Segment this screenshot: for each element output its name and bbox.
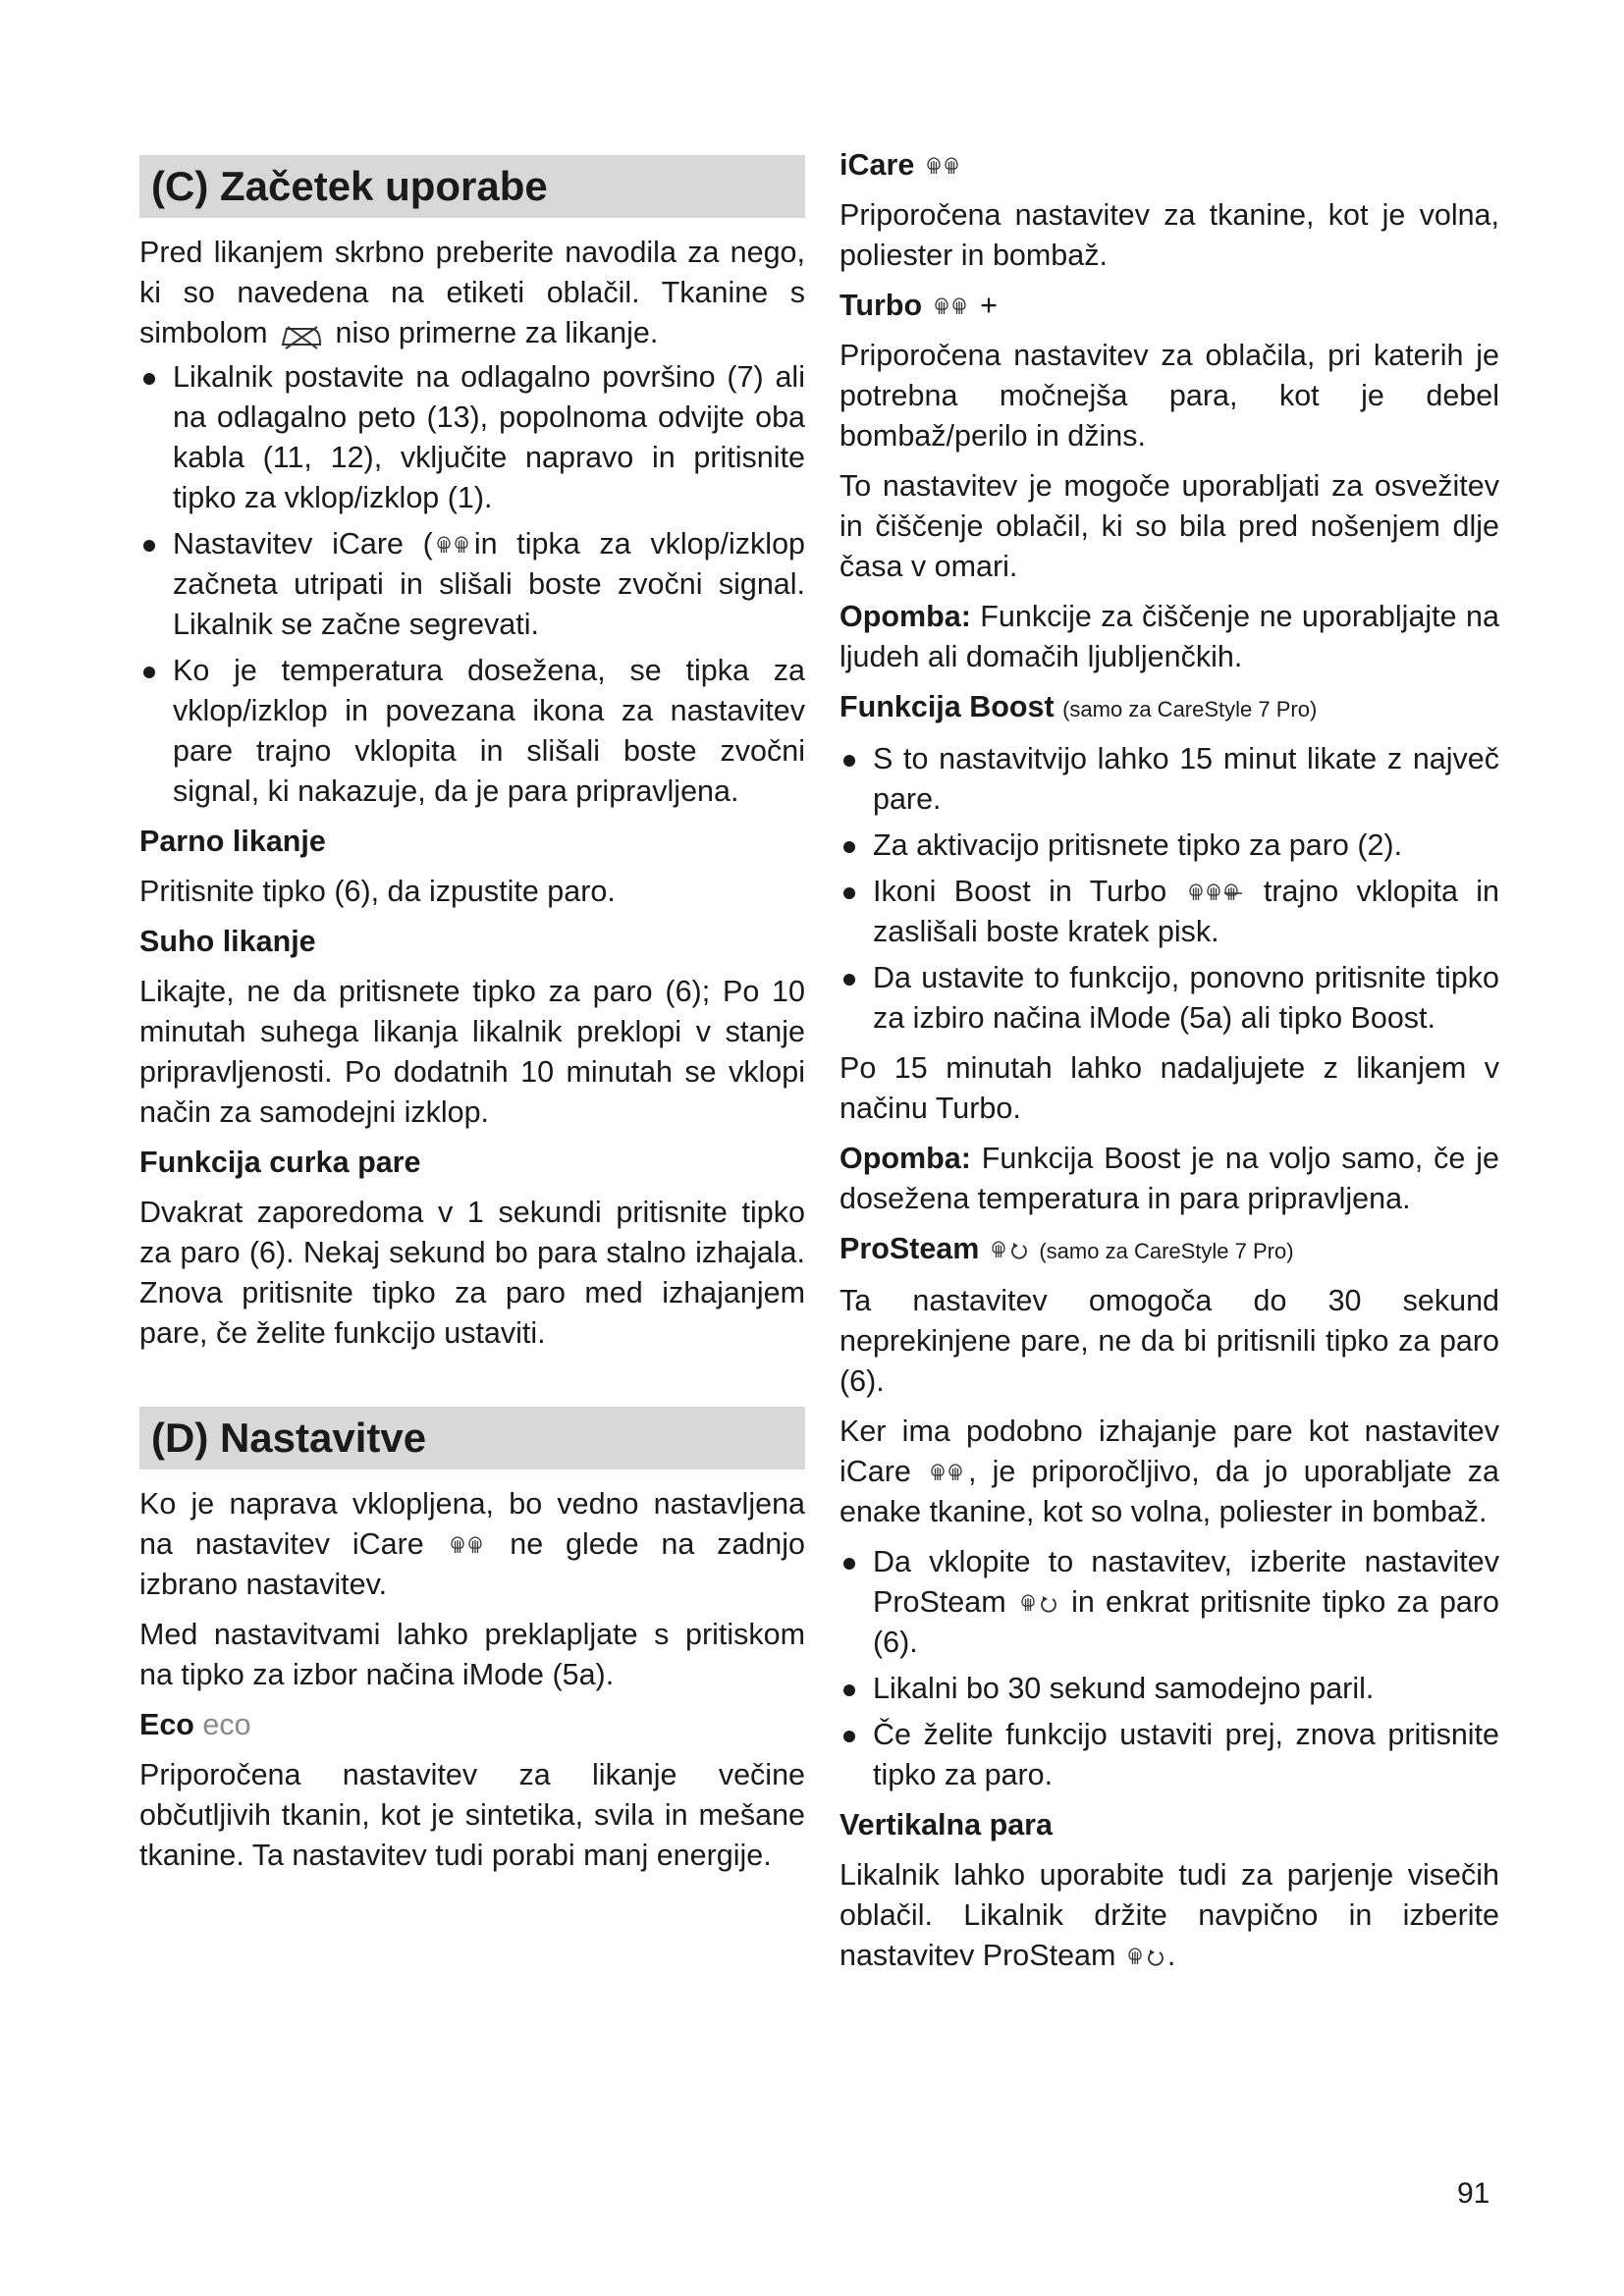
eco-text: Priporočena nastavitev za likanje večine občutljivih tkanin, kot je sintetika, svila in mešane tkanine. Ta nastavitev tudi porabi manj energije.: [139, 1758, 805, 1872]
boost-title: Funkcija Boost: [839, 690, 1055, 723]
prosteam-circle-arrow-icon: [1126, 1945, 1165, 1970]
d-text-b: ne glede na zadnjo izbrano nastavitev.: [139, 1527, 805, 1601]
prosteam-text-2: [839, 1412, 1499, 1532]
icare-bullet-text-a: Nastavitev iCare (: [173, 527, 433, 561]
turbo-heading: [839, 286, 1499, 326]
d-paragraph-2: Med nastavitvami lahko preklapljate s pritiskom na tipko za izbor načina iMode (5a).: [139, 1618, 805, 1691]
turbo-text-2: To nastavitev je mogoče uporabljati za osvežitev in čiščenje oblačil, ki so bila pred nošenjem dlje časa v omari.: [839, 469, 1499, 583]
left-column: [139, 155, 805, 1886]
opomba-label: Opomba:: [839, 600, 971, 633]
section-d-heading: (D) Nastavitve: [139, 1407, 805, 1469]
d-text-a: Ko je naprava vklopljena, bo vedno nastavljena na nastavitev iCare: [139, 1487, 805, 1561]
opomba-2: [839, 1139, 1499, 1219]
curek-heading: Funkcija curka pare: [139, 1146, 421, 1179]
turbo-plus: +: [980, 289, 998, 322]
boost-note: (samo za CareStyle 7 Pro): [1062, 697, 1318, 721]
prosteam-title: ProSteam: [839, 1232, 980, 1265]
opomba-1-text: Funkcije za čiščenje ne uporabljajte na ljudeh ali domačih ljubljenčkih.: [839, 600, 1499, 673]
steam-cloud-icon: [929, 1461, 966, 1486]
intro-text-b: niso primerne za likanje.: [335, 316, 659, 349]
do-not-iron-icon: [278, 319, 325, 350]
list-item: Da ustavite to funkcijo, ponovno pritisnite tipko za izbiro načina iMode (5a) ali tipko Boost.: [839, 958, 1499, 1039]
boost-after: Po 15 minutah lahko nadaljujete z likanjem v načinu Turbo.: [839, 1051, 1499, 1125]
prosteam-heading: [839, 1229, 1499, 1271]
turbo-text-1: Priporočena nastavitev za oblačila, pri katerih je potrebna močnejša para, kot je debel bombaž/perilo in džins.: [839, 339, 1499, 453]
steam-cloud-icon: [449, 1533, 486, 1559]
page-number: 91: [1457, 2177, 1490, 2210]
opomba-2-text: Funkcija Boost je na voljo samo, če je dosežena temperatura in para pripravljena.: [839, 1142, 1499, 1215]
list-item: Likalnik postavite na odlagalno površino (7) ali na odlagalno peto (13), popolnoma odvijte oba kabla (11, 12), vključite napravo in pritisnite tipko za vklop/izklop (1).: [139, 357, 805, 518]
steam-cloud-icon: [925, 154, 962, 180]
prosteam-note: (samo za CareStyle 7 Pro): [1039, 1239, 1294, 1263]
steam-cloud-icon: [933, 294, 970, 320]
start-bullets: [139, 357, 805, 812]
prosteam-circle-arrow-icon: [1019, 1591, 1058, 1617]
list-item: Za aktivacijo pritisnete tipko za paro (2).: [839, 826, 1499, 866]
parno-text: Pritisnite tipko (6), da izpustite paro.: [139, 875, 616, 908]
d-paragraph-1: [139, 1484, 805, 1605]
vert-text: [839, 1855, 1499, 1976]
eco-label-icon: eco: [202, 1708, 251, 1741]
vert-text-b: .: [1166, 1939, 1176, 1972]
prosteam-circle-arrow-icon: [990, 1238, 1029, 1263]
suho-text: Likajte, ne da pritisnete tipko za paro (6); Po 10 minutah suhega likanja likalnik preklopi v stanje pripravljenosti. Po dodatnih 10 minutah se vklopi način za samodejni izklop.: [139, 975, 805, 1129]
steam-boost-icon: [1187, 881, 1244, 906]
vert-text-a: Likalnik lahko uporabite tudi za parjenje visečih oblačil. Likalnik držite navpično in izberite nastavitev ProSteam: [839, 1858, 1499, 1972]
parno-heading: Parno likanje: [139, 825, 326, 858]
section-c-heading: (C) Začetek uporabe: [139, 155, 805, 218]
opomba-label: Opomba:: [839, 1142, 971, 1175]
boost-bullets: [839, 739, 1499, 1039]
list-item: Ko je temperatura dosežena, se tipka za vklop/izklop in povezana ikona za nastavitev pare trajno vklopita in slišali boste zvočni signal, ki nakazuje, da je para pripravljena.: [139, 651, 805, 812]
prosteam-t2-b: , je priporočljivo, da jo uporabljate za enake tkanine, kot so volna, poliester in bombaž.: [839, 1455, 1500, 1528]
vert-heading: Vertikalna para: [839, 1808, 1054, 1842]
intro-paragraph: [139, 233, 805, 353]
prosteam-b1-b: in enkrat pritisnite tipko za paro (6).: [873, 1585, 1499, 1659]
eco-title: Eco: [139, 1708, 194, 1741]
boost-b3-text-a: Ikoni Boost in Turbo: [873, 875, 1167, 908]
icare-heading: [839, 145, 1499, 186]
prosteam-t2-a: Ker ima podobno izhajanje pare kot nastavitev iCare: [839, 1415, 1499, 1488]
list-item: [839, 872, 1499, 952]
turbo-title: Turbo: [839, 289, 923, 322]
steam-cloud-icon: [435, 533, 472, 559]
prosteam-bullets: [839, 1542, 1499, 1795]
prosteam-b1-a: Da vklopite to nastavitev, izberite nastavitev ProSteam: [873, 1545, 1499, 1619]
list-item: [139, 524, 805, 645]
intro-text-a: Pred likanjem skrbno preberite navodila za nego, ki so navedena na etiketi oblačil. Tkanine s simbolom: [139, 236, 805, 349]
list-item: Likalni bo 30 sekund samodejno paril.: [839, 1669, 1499, 1709]
prosteam-text-1: Ta nastavitev omogoča do 30 sekund neprekinjene pare, ne da bi pritisnili tipko za paro (6).: [839, 1284, 1499, 1398]
list-item: S to nastavitvijo lahko 15 minut likate z največ pare.: [839, 739, 1499, 820]
list-item: [839, 1542, 1499, 1663]
curek-text: Dvakrat zaporedoma v 1 sekundi pritisnite tipko za paro (6). Nekaj sekund bo para stalno izhajala. Znova pritisnite tipko za paro med izhajanjem pare, če želite funkcijo ustaviti.: [139, 1196, 805, 1350]
opomba-1: [839, 597, 1499, 677]
boost-b3-text-b: trajno vklopita in zaslišali boste kratek pisk.: [873, 875, 1499, 948]
boost-heading: [839, 687, 1499, 729]
icare-text: Priporočena nastavitev za tkanine, kot je volna, poliester in bombaž.: [839, 198, 1499, 272]
list-item: Če želite funkcijo ustaviti prej, znova pritisnite tipko za paro.: [839, 1715, 1499, 1795]
right-column: [839, 145, 1499, 1986]
suho-heading: Suho likanje: [139, 925, 316, 958]
icare-title: iCare: [839, 148, 915, 182]
eco-heading: [139, 1705, 805, 1745]
icare-bullet-text-b: in tipka za vklop/izklop začneta utripati in slišali boste zvočni signal. Likalnik se začne segrevati.: [173, 527, 805, 641]
